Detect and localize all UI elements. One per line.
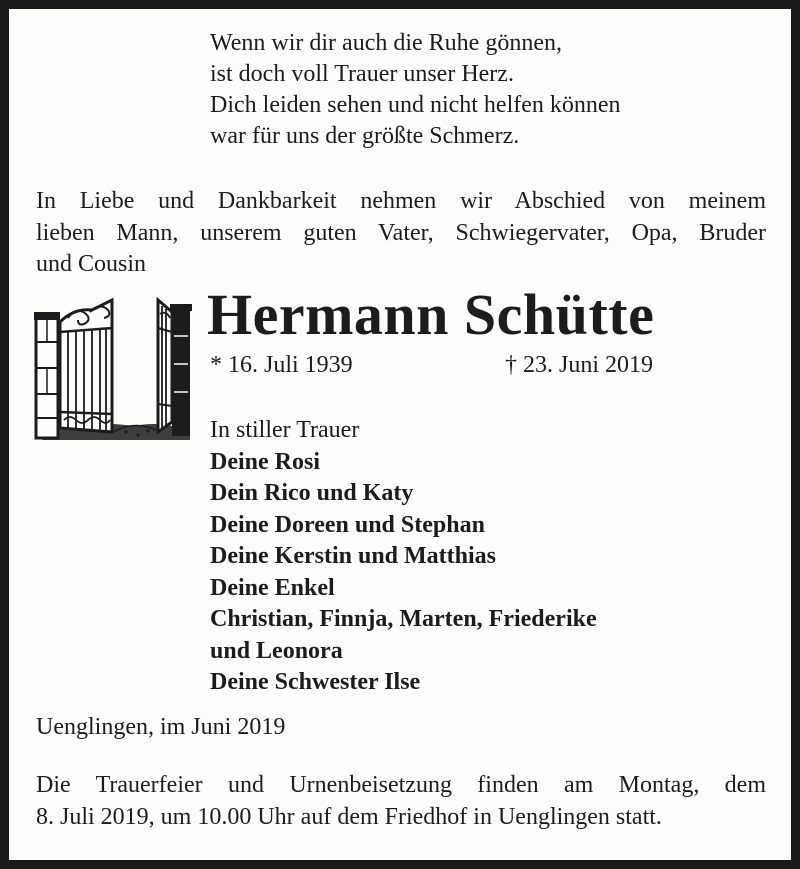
mourners-heading: In stiller Trauer	[210, 417, 360, 443]
death-date: † 23. Juni 2019	[505, 352, 654, 378]
intro-line: lieben Mann, unserem guten Vater, Schwiegervater, Opa, Bruder	[36, 219, 766, 246]
intro-line: und Cousin	[36, 251, 147, 277]
mourner-name: Deine Rosi	[210, 448, 320, 475]
poem-line: ist doch voll Trauer unser Herz.	[210, 61, 514, 87]
mourner-name: Deine Doreen und Stephan	[210, 511, 485, 538]
mourner-name: Dein Rico und Katy	[210, 480, 414, 506]
intro-text	[36, 186, 766, 281]
poem-line: Dich leiden sehen und nicht helfen können	[210, 92, 621, 118]
poem-line: war für uns der größte Schmerz.	[210, 123, 520, 149]
funeral-line: Die Trauerfeier und Urnenbeisetzung finden am Montag, dem	[36, 772, 766, 798]
deceased-name: Hermann Schütte	[207, 282, 655, 347]
funeral-info	[36, 770, 766, 833]
mourner-name: Deine Kerstin und Matthias	[210, 543, 497, 569]
mourner-name: Deine Schwester Ilse	[210, 669, 421, 695]
funeral-line: 8. Juli 2019, um 10.00 Uhr auf dem Friedhof in Uenglingen statt.	[36, 803, 662, 830]
open-cemetery-gate-icon	[34, 292, 192, 442]
poem-line: Wenn wir dir auch die Ruhe gönnen,	[210, 30, 562, 56]
place-and-date: Uenglingen, im Juni 2019	[36, 714, 286, 740]
intro-line: In Liebe und Dankbarkeit nehmen wir Abschied von meinem	[36, 188, 766, 214]
mourner-name: Deine Enkel	[210, 574, 335, 601]
birth-date: * 16. Juli 1939	[210, 352, 353, 378]
poem	[210, 28, 621, 152]
mourners-list	[210, 415, 597, 699]
mourner-name: und Leonora	[210, 637, 343, 664]
mourner-name: Christian, Finnja, Marten, Friederike	[210, 606, 597, 632]
